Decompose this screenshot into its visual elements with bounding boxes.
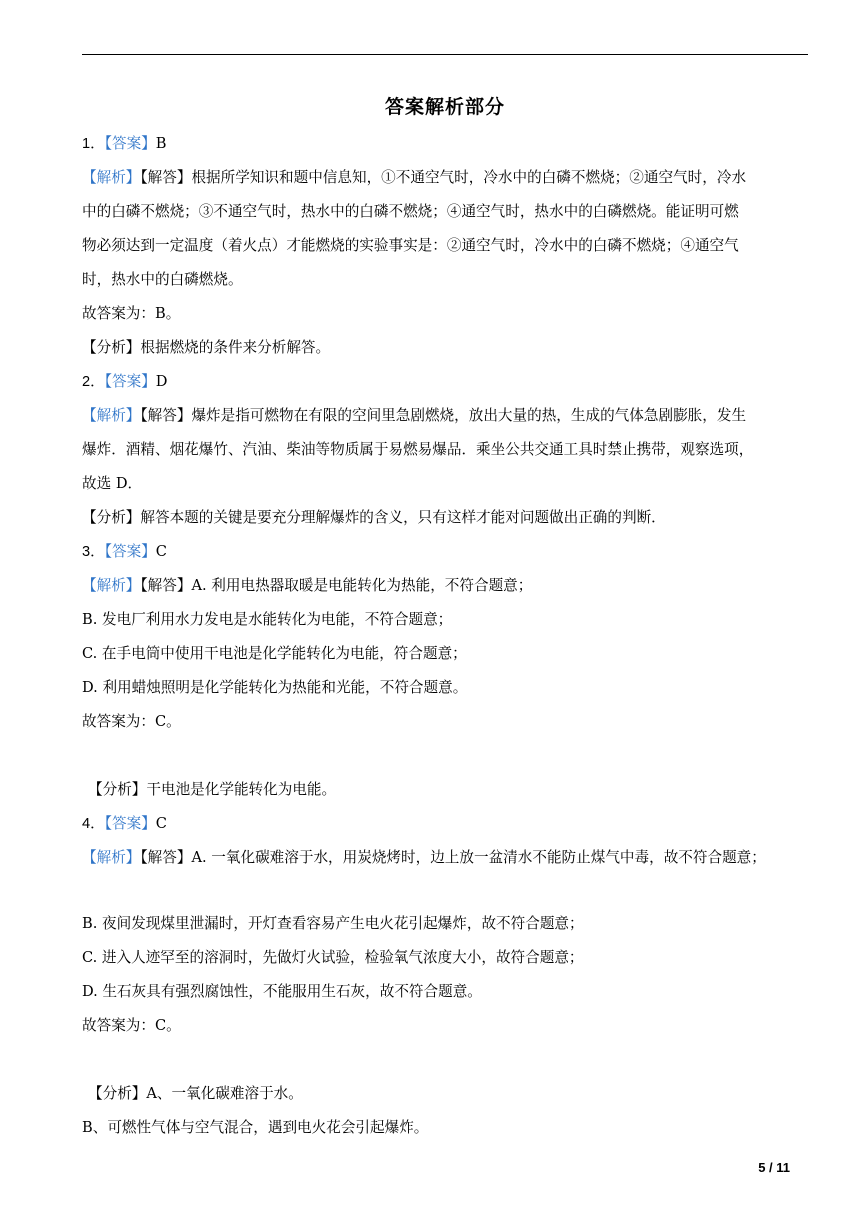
q3-answer-line — [82, 542, 812, 562]
q1-explanation-line-2: 中的白磷不燃烧；③不通空气时，热水中的白磷不燃烧；④通空气时，热水中的白磷燃烧。能证明可燃 — [82, 203, 739, 220]
q3-number: 3． — [82, 544, 105, 560]
q1-explanation-line-1: 【解析】【解答】根据所学知识和题中信息知，①不通空气时，冷水中的白磷不燃烧；②通空气时，冷水 — [82, 169, 747, 186]
q3-answer-tag: 【答案】 — [104, 543, 156, 560]
q4-answer: C — [155, 815, 167, 832]
page-number: 5 / 11 — [758, 1160, 790, 1175]
q2-answer-tag: 【答案】 — [104, 373, 156, 390]
q4-option-b: B. 夜间发现煤里泄漏时，开灯查看容易产生电火花引起爆炸，故不符合题意； — [82, 915, 584, 932]
q3-conclusion: 故答案为：C。 — [82, 713, 181, 730]
q1-conclusion: 故答案为：B。 — [82, 305, 181, 322]
q1-answer-line — [82, 134, 812, 154]
q1-explanation-line-4: 时，热水中的白磷燃烧。 — [82, 271, 243, 288]
page-title: 答案解析部分 — [384, 96, 505, 118]
q2-analysis: 【分析】解答本题的关键是要充分理解爆炸的含义，只有这样才能对问题做出正确的判断． — [82, 509, 666, 526]
q3-option-c: C. 在手电筒中使用干电池是化学能转化为电能，符合题意； — [82, 645, 467, 662]
q4-answer-tag: 【答案】 — [104, 815, 156, 832]
q2-jiexi-tag: 【解析】 — [82, 407, 141, 424]
q4-analysis-line-1: 【分析】A、一氧化碳难溶于水。 — [88, 1085, 303, 1102]
q1-answer-tag: 【答案】 — [104, 135, 156, 152]
q2-explanation-line-3: 故选 D． — [82, 475, 143, 492]
q3-explanation-line-1: 【解析】【解答】A. 利用电热器取暖是电能转化为热能，不符合题意； — [82, 577, 533, 594]
q4-jiexi-tag: 【解析】 — [82, 849, 141, 866]
q4-analysis-line-2: B、可燃性气体与空气混合，遇到电火花会引起爆炸。 — [82, 1119, 429, 1136]
q1-number: 1． — [82, 136, 105, 152]
q1-jiexi-tag: 【解析】 — [82, 169, 141, 186]
q2-explanation-line-1: 【解析】【解答】爆炸是指可燃物在有限的空间里急剧燃烧，放出大量的热，生成的气体急剧膨胀，发生 — [82, 407, 747, 424]
q3-jiexi-tag: 【解析】 — [82, 577, 141, 594]
q4-option-d: D. 生石灰具有强烈腐蚀性，不能服用生石灰，故不符合题意。 — [82, 983, 482, 1000]
q1-answer: B — [155, 135, 167, 152]
header-rule — [82, 54, 808, 55]
q3-answer: C — [155, 543, 167, 560]
q4-explanation-line-1: 【解析】【解答】A. 一氧化碳难溶于水，用炭烧烤时，边上放一盆清水不能防止煤气中毒，故不符合题意； — [82, 849, 766, 866]
q3-analysis: 【分析】干电池是化学能转化为电能。 — [88, 781, 337, 798]
q2-number: 2． — [82, 374, 105, 390]
q2-answer: D — [155, 373, 168, 390]
q2-answer-line — [82, 372, 812, 392]
q4-option-c: C. 进入人迹罕至的溶洞时，先做灯火试验，检验氧气浓度大小，故符合题意； — [82, 949, 584, 966]
q1-explanation-line-3: 物必须达到一定温度（着火点）才能燃烧的实验事实是：②通空气时，冷水中的白磷不燃烧；④通空气 — [82, 237, 739, 254]
q1-analysis: 【分析】根据燃烧的条件来分析解答。 — [82, 339, 331, 356]
q3-option-d: D. 利用蜡烛照明是化学能转化为热能和光能，不符合题意。 — [82, 679, 468, 696]
q4-number: 4． — [82, 816, 105, 832]
q4-answer-line — [82, 814, 812, 834]
q3-option-b: B. 发电厂利用水力发电是水能转化为电能，不符合题意； — [82, 611, 453, 628]
q4-conclusion: 故答案为：C。 — [82, 1017, 181, 1034]
q2-explanation-line-2: 爆炸．酒精、烟花爆竹、汽油、柴油等物质属于易燃易爆品．乘坐公共交通工具时禁止携带，观察选项， — [82, 441, 754, 458]
